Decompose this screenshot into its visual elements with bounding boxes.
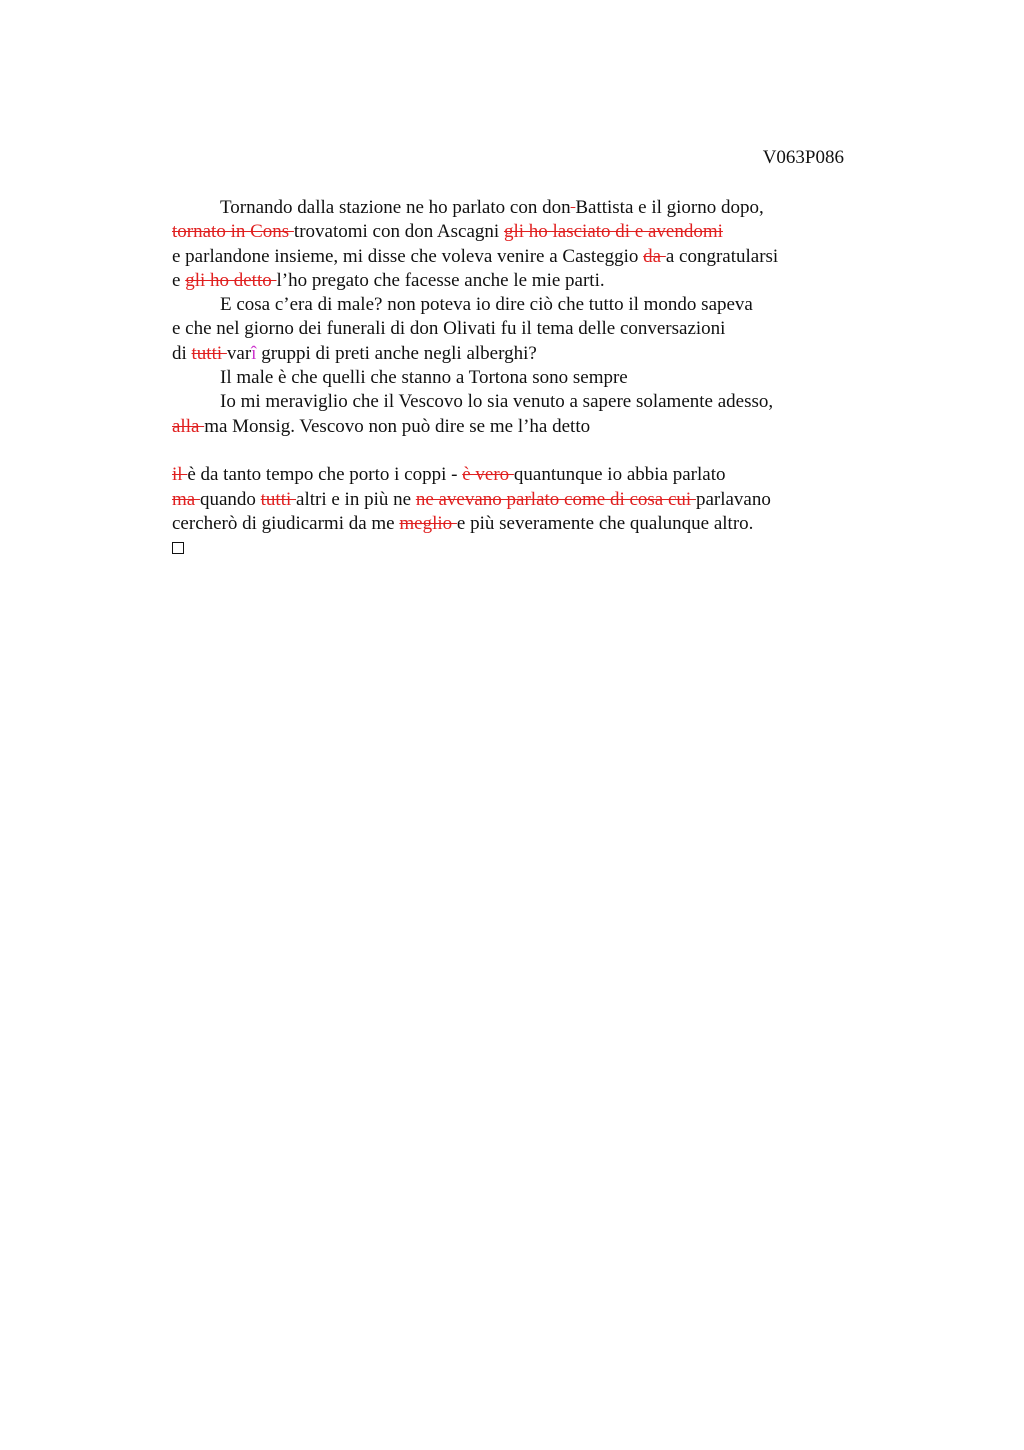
text-line [172, 342, 872, 366]
deleted-text: ne avevano parlato come di cosa cui [415, 488, 696, 510]
deleted-text: gli ho lasciato di e avendomi [503, 221, 723, 243]
text-line [172, 196, 872, 220]
text-segment: altri e in più ne [296, 488, 416, 510]
text-segment: quando [199, 488, 261, 510]
text-segment: è da tanto tempo che porto i coppi - [187, 464, 463, 486]
text-line [172, 293, 872, 317]
text-segment: l’ho pregato che facesse anche le mie parti. [276, 269, 605, 291]
text-line [172, 245, 872, 269]
text-segment: parlavano [695, 488, 771, 510]
text-segment: cercherò di giudicarmi da me [172, 512, 400, 534]
text-segment: e parlandone insieme, mi disse che voleva venire a Casteggio [172, 245, 644, 267]
text-segment: e [172, 269, 186, 291]
text-segment: Il male è che quelli che stanno a Tortona sono sempre [220, 367, 628, 389]
end-marker-line [172, 536, 872, 560]
deleted-text: da [643, 245, 666, 267]
text-line [172, 317, 872, 341]
empty-box-icon [172, 542, 184, 554]
text-segment: var [226, 342, 252, 364]
deleted-text: ma [172, 488, 200, 510]
deleted-text: tutti [191, 342, 227, 364]
deleted-text: tutti [260, 488, 297, 510]
text-segment: e più severamente che qualunque altro. [456, 512, 754, 534]
text-segment: Io mi meraviglio che il Vescovo lo sia venuto a sapere solamente adesso, [220, 391, 774, 413]
text-segment: gruppi di preti anche negli alberghi? [256, 342, 537, 364]
text-line [172, 488, 872, 512]
text-segment: a congratularsi [665, 245, 779, 267]
text-line [172, 463, 872, 487]
text-segment: trovatomi con don Ascagni [293, 221, 504, 243]
text-segment: e che nel giorno dei funerali di don Olivati fu il tema delle conversazioni [172, 318, 726, 340]
text-line [172, 390, 872, 414]
text-segment: quantunque io abbia parlato [513, 464, 726, 486]
deleted-text: il [172, 464, 188, 486]
text-segment: ma Monsig. Vescovo non può dire se me l’ha detto [204, 415, 591, 437]
page-identifier: V063P086 [762, 147, 844, 168]
text-line [172, 269, 872, 293]
deleted-text: gli ho detto [185, 269, 277, 291]
text-segment: Battista e il giorno dopo, [575, 197, 764, 218]
deleted-text: è vero [462, 464, 514, 486]
text-line [172, 415, 872, 439]
blank-line [172, 439, 872, 463]
text-segment: E cosa c’era di male? non poteva io dire ciò che tutto il mondo sapeva [220, 294, 753, 316]
deleted-text: alla [172, 415, 205, 437]
text-segment: di [172, 342, 192, 364]
text-line [172, 512, 872, 536]
text-line [172, 220, 872, 244]
inserted-text: î [251, 342, 257, 364]
deleted-text: tornato in Cons [172, 221, 294, 243]
text-segment: Tornando dalla stazione ne ho parlato con don [220, 197, 571, 218]
deleted-text: meglio [399, 512, 457, 534]
transcription-body [172, 196, 872, 560]
text-line [172, 366, 872, 390]
